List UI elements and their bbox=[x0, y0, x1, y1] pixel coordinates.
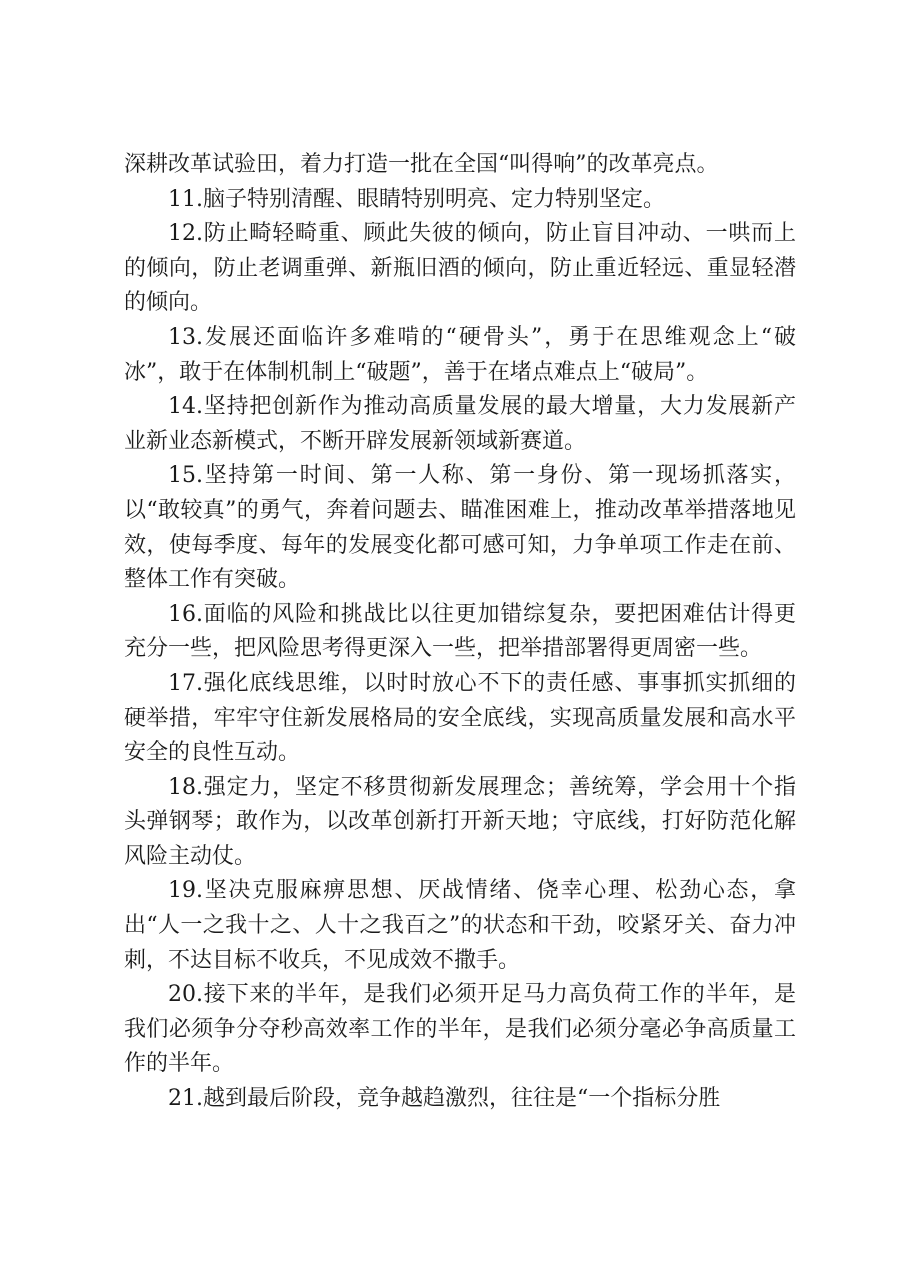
paragraph-19: 19.坚决克服麻痹思想、厌战情绪、侥幸心理、松劲心态，拿出“人一之我十之、人十之我百之”的状态和干劲，咬紧牙关、奋力冲刺，不达目标不收兵，不见成效不撒手。 bbox=[124, 878, 796, 973]
paragraph-17: 17.强化底线思维，以时时放心不下的责任感、事事抓实抓细的硬举措，牢牢守住新发展格局的安全底线，实现高质量发展和高水平安全的良性互动。 bbox=[124, 670, 796, 766]
paragraph-21: 21.越到最后阶段，竞争越趋激烈，往往是“一个指标分胜 bbox=[168, 1086, 721, 1112]
paragraph-continuation: 深耕改革试验田，着力打造一批在全国“叫得响”的改革亮点。 bbox=[124, 152, 719, 177]
document-body bbox=[124, 148, 796, 1117]
paragraph-12: 12.防止畸轻畸重、顾此失彼的倾向，防止盲目冲动、一哄而上的倾向，防止老调重弹、新瓶旧酒的倾向，防止重近轻远、重显轻潜的倾向。 bbox=[124, 221, 796, 316]
paragraph-13: 13.发展还面临许多难啃的“硬骨头”，勇于在思维观念上“破冰”，敢于在体制机制上“破题”，善于在堵点难点上“破局”。 bbox=[124, 324, 796, 385]
paragraph-15: 15.坚持第一时间、第一人称、第一身份、第一现场抓落实，以“敢较真”的勇气，奔着问题去、瞄准困难上，推动改革举措落地见效，使每季度、每年的发展变化都可感可知，力争单项工作走在前、整体工作有突破。 bbox=[124, 463, 796, 593]
paragraph-20: 20.接下来的半年，是我们必须开足马力高负荷工作的半年，是我们必须争分夺秒高效率工作的半年，是我们必须分毫必争高质量工作的半年。 bbox=[124, 982, 796, 1077]
paragraph-16: 16.面临的风险和挑战比以往更加错综复杂，要把困难估计得更充分一些，把风险思考得更深入一些，把举措部署得更周密一些。 bbox=[124, 601, 796, 662]
paragraph-11: 11.脑子特别清醒、眼睛特别明亮、定力特别坚定。 bbox=[168, 186, 665, 212]
paragraph-14: 14.坚持把创新作为推动高质量发展的最大增量，大力发展新产业新业态新模式，不断开辟发展新领域新赛道。 bbox=[124, 394, 796, 454]
paragraph-18: 18.强定力，坚定不移贯彻新发展理念；善统筹，学会用十个指头弹钢琴；敢作为，以改革创新打开新天地；守底线，打好防范化解风险主动仗。 bbox=[124, 774, 796, 869]
